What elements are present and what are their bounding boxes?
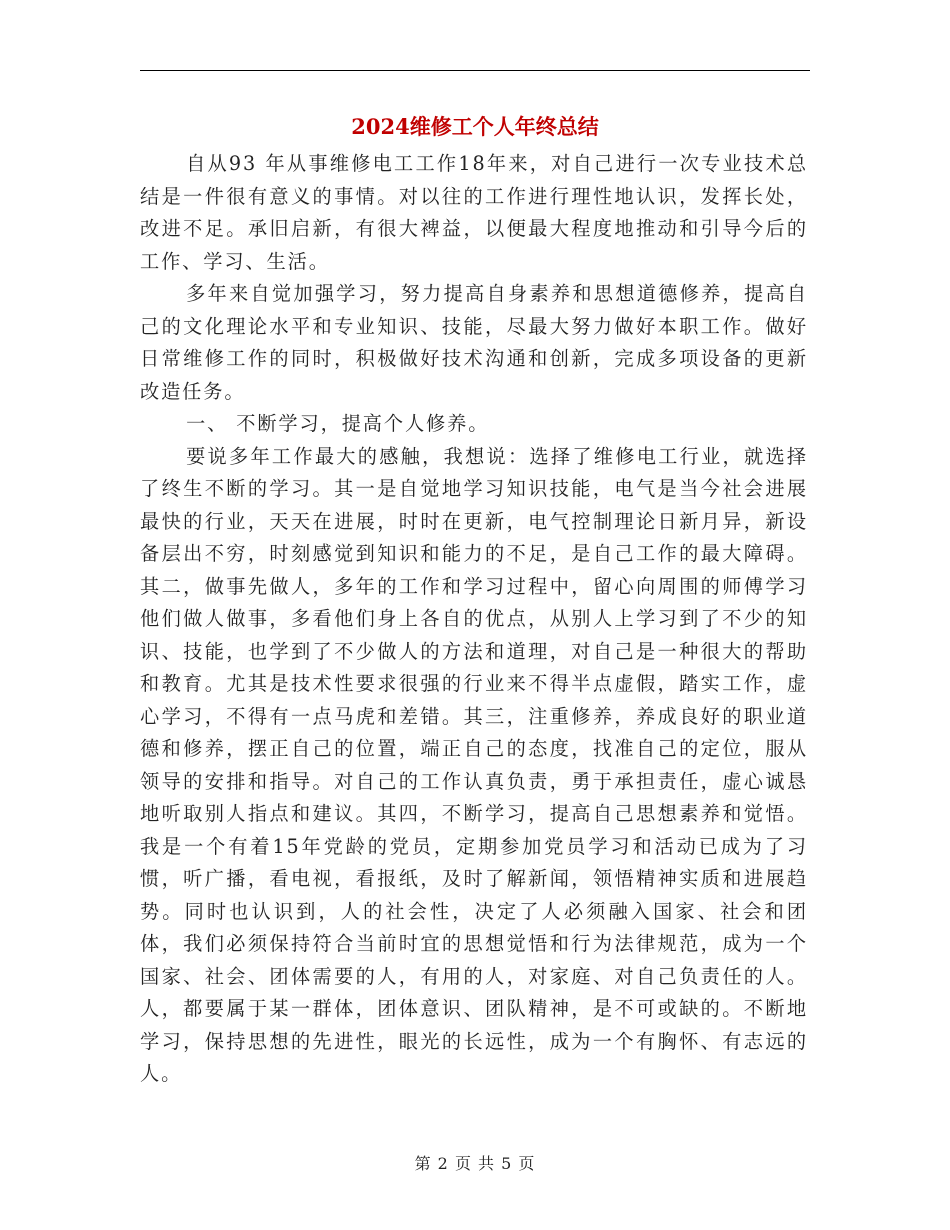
document-title: 2024维修工个人年终总结 xyxy=(351,114,599,139)
paragraph-overview: 多年来自觉加强学习，努力提高自身素养和思想道德修养，提高自己的文化理论水平和专业知识、技能，尽最大努力做好本职工作。做好日常维修工作的同时，积极做好技术沟通和创新，完成多项设备的更新改造任务。 xyxy=(140,282,808,403)
document-body xyxy=(140,148,808,1091)
page-footer: 第 2 页 共 5 页 xyxy=(414,1154,536,1173)
paragraph-section-1: 要说多年工作最大的感触，我想说：选择了维修电工行业，就选择了终生不断的学习。其一是自觉地学习知识技能，电气是当今社会进展最快的行业，天天在进展，时时在更新，电气控制理论日新月异，新设备层出不穷，时刻感觉到知识和能力的不足，是自己工作的最大障碍。其二，做事先做人，多年的工作和学习过程中，留心向周围的师傅学习他们做人做事，多看他们身上各自的优点，从别人上学习到了不少的知识、技能，也学到了不少做人的方法和道理，对自己是一种很大的帮助和教育。尤其是技术性要求很强的行业来不得半点虚假，踏实工作，虚心学习，不得有一点马虎和差错。其三，注重修养，养成良好的职业道德和修养，摆正自己的位置，端正自己的态度，找准自己的定位，服从领导的安排和指导。对自己的工作认真负责，勇于承担责任，虚心诚恳地听取别人指点和建议。其四，不断学习，提高自己思想素养和觉悟。我是一个有着15年党龄的党员，定期参加党员学习和活动已成为了习惯，听广播，看电视，看报纸，及时了解新闻，领悟精神实质和进展趋势。同时也认识到，人的社会性，决定了人必须融入国家、社会和团体，我们必须保持符合当前时宜的思想觉悟和行为法律规范，成为一个国家、社会、团体需要的人，有用的人，对家庭、对自己负责任的人。人，都要属于某一群体，团体意识、团队精神，是不可或缺的。不断地学习，保持思想的先进性，眼光的长远性，成为一个有胸怀、有志远的人。 xyxy=(140,444,808,1085)
paragraph-intro: 自从93 年从事维修电工工作18年来，对自己进行一次专业技术总结是一件很有意义的事情。对以往的工作进行理性地认识，发挥长处，改进不足。承旧启新，有很大裨益，以便最大程度地推动和引导今后的工作、学习、生活。 xyxy=(140,152,808,273)
section-heading-1: 一、 不断学习，提高个人修养。 xyxy=(186,412,490,435)
header-rule xyxy=(140,70,810,71)
